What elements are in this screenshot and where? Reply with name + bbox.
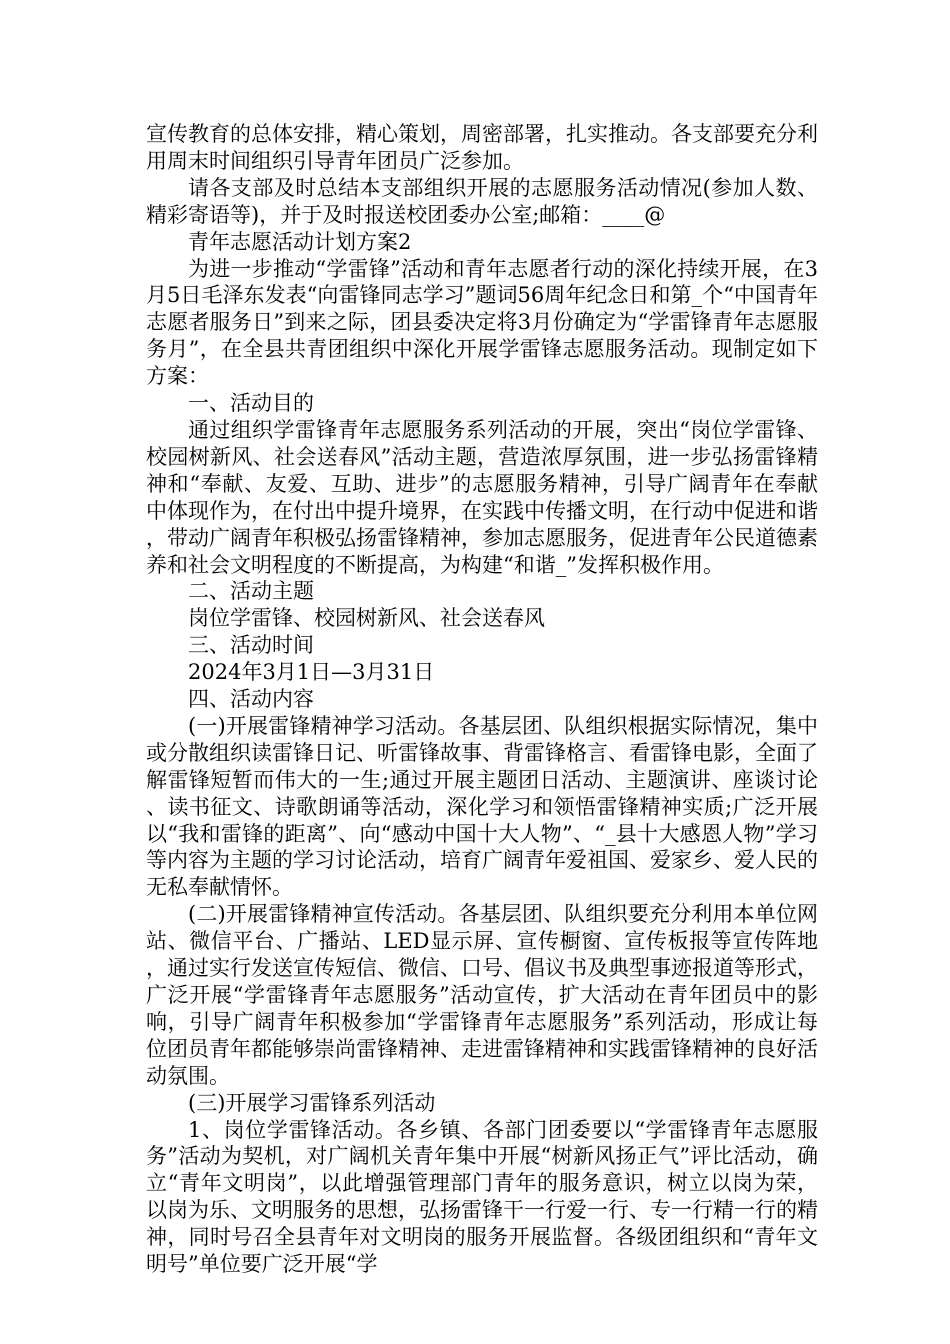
paragraph: 青年志愿活动计划方案2 xyxy=(188,229,412,254)
paragraph: 为进一步推动“学雷锋”活动和青年志愿者行动的深化持续开展，在3月5日毛泽东发表“向雷锋同志学习”题词56周年纪念日和第_个“中国青年志愿者服务日”到来之际，团县委决定将3月份确定为“学雷锋青年志愿服务月”，在全县共青团组织中深化开展学雷锋志愿服务活动。现制定如下方案： xyxy=(146,256,818,389)
paragraph: 岗位学雷锋、校园树新风、社会送春风 xyxy=(188,606,545,631)
document-body xyxy=(146,121,818,1278)
paragraph: (三)开展学习雷锋系列活动 xyxy=(188,1090,436,1115)
paragraph: (一)开展雷锋精神学习活动。各基层团、队组织根据实际情况，集中或分散组织读雷锋日记、听雷锋故事、背雷锋格言、看雷锋电影，全面了解雷锋短暂而伟大的一生;通过开展主题团日活动、主题演讲、座谈讨论、读书征文、诗歌朗诵等活动，深化学习和领悟雷锋精神实质;广泛开展以“我和雷锋的距离”、向“感动中国十大人物”、“_县十大感恩人物”学习等内容为主题的学习讨论活动，培育广阔青年爱祖国、爱家乡、爱人民的无私奉献情怀。 xyxy=(146,713,818,900)
paragraph: 2024年3月1日—3月31日 xyxy=(188,660,435,685)
paragraph: 一、活动目的 xyxy=(188,391,314,416)
paragraph: 通过组织学雷锋青年志愿服务系列活动的开展，突出“岗位学雷锋、校园树新风、社会送春风”活动主题，营造浓厚氛围，进一步弘扬雷锋精神和“奉献、友爱、互助、进步”的志愿服务精神，引导广阔青年在奉献中体现作为，在付出中提升境界，在实践中传播文明，在行动中促进和谐，带动广阔青年积极弘扬雷锋精神，参加志愿服务，促进青年公民道德素养和社会文明程度的不断提高，为构建“和谐_”发挥积极作用。 xyxy=(146,417,818,577)
paragraph: 宣传教育的总体安排，精心策划，周密部署，扎实推动。各支部要充分利用周末时间组织引导青年团员广泛参加。 xyxy=(146,122,818,173)
paragraph: 1、岗位学雷锋活动。各乡镇、各部门团委要以“学雷锋青年志愿服务”活动为契机，对广阔机关青年集中开展“树新风扬正气”评比活动，确立“青年文明岗”，以此增强管理部门青年的服务意识，树立以岗为荣，以岗为乐、文明服务的思想，弘扬雷锋干一行爱一行、专一行精一行的精神，同时号召全县青年对文明岗的服务开展监督。各级团组织和“青年文明号”单位要广泛开展“学 xyxy=(146,1117,818,1277)
paragraph: 请各支部及时总结本支部组织开展的志愿服务活动情况(参加人数、精彩寄语等)，并于及时报送校团委办公室;邮箱：____@ xyxy=(146,175,818,227)
paragraph: 四、活动内容 xyxy=(188,687,314,712)
paragraph: 二、活动主题 xyxy=(188,579,314,604)
paragraph: (二)开展雷锋精神宣传活动。各基层团、队组织要充分利用本单位网站、微信平台、广播站、LED显示屏、宣传橱窗、宣传板报等宣传阵地，通过实行发送宣传短信、微信、口号、倡议书及典型事迹报道等形式，广泛开展“学雷锋青年志愿服务”活动宣传，扩大活动在青年团员中的影响，引导广阔青年积极参加“学雷锋青年志愿服务”系列活动，形成让每位团员青年都能够崇尚雷锋精神、走进雷锋精神和实践雷锋精神的良好活动氛围。 xyxy=(146,902,818,1088)
paragraph: 三、活动时间 xyxy=(188,633,314,658)
